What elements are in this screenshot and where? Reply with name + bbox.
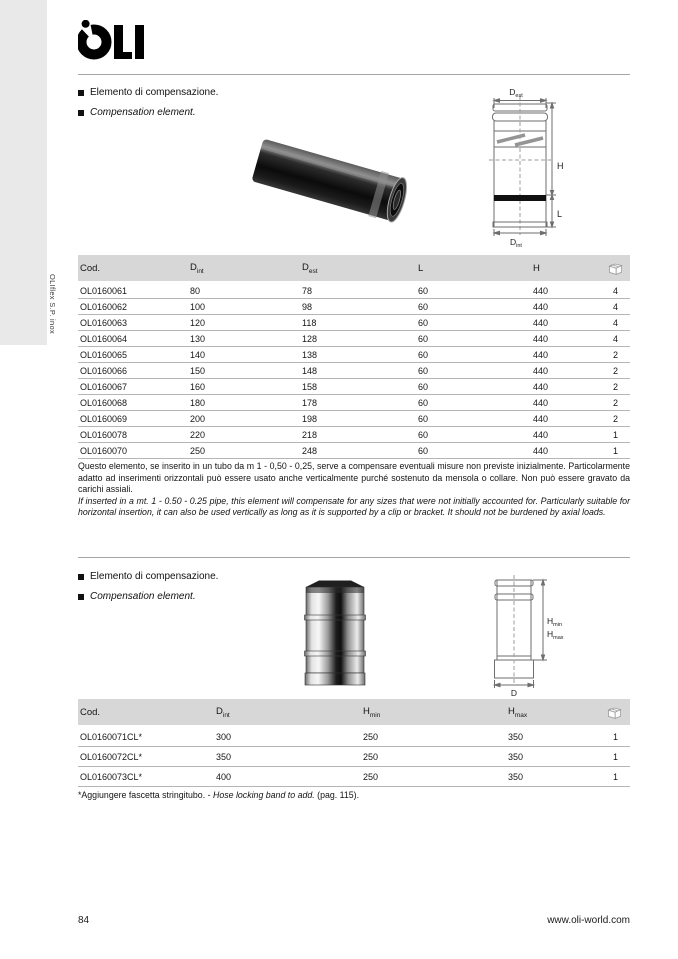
cell-value: 100 [188, 299, 300, 315]
col-header-dint: $D_{int}$ [188, 255, 300, 281]
cell-value: 60 [416, 427, 531, 443]
cell-code: OL0160068 [78, 395, 188, 411]
cell-value: 440 [531, 379, 606, 395]
cell-value: 440 [531, 283, 606, 299]
cell-qty: 2 [606, 347, 630, 363]
table-row [78, 363, 630, 379]
dim-label-hmin: $H_{min}$ [547, 616, 563, 628]
cell-value: 60 [416, 411, 531, 427]
cell-code: OL0160062 [78, 299, 188, 315]
col-header-l: L [416, 255, 531, 281]
cell-code: OL0160066 [78, 363, 188, 379]
cell-code: OL0160061 [78, 283, 188, 299]
cell-value: 250 [361, 767, 506, 787]
dim-label-d: D [510, 688, 518, 698]
col-header-cod: Cod. [78, 699, 214, 725]
square-bullet-icon [78, 574, 84, 580]
table-row [78, 347, 630, 363]
col-header-hmin: $H_{min}$ [361, 699, 506, 725]
dim-label-l: L [557, 209, 563, 219]
footer-page-number: 84 [78, 915, 90, 926]
cell-value: 98 [300, 299, 416, 315]
cell-value: 60 [416, 443, 531, 459]
package-icon [602, 699, 630, 725]
parts-table-2 [78, 699, 630, 787]
section1-description [78, 461, 630, 519]
cell-value: 60 [416, 299, 531, 315]
dim-label-h: H [557, 161, 564, 171]
cell-code: OL0160065 [78, 347, 188, 363]
cell-qty: 1 [606, 443, 630, 459]
dim-label-dint: $D_{int}$ [510, 237, 522, 249]
cell-value: 158 [300, 379, 416, 395]
cell-value: 250 [361, 727, 506, 747]
cell-value: 60 [416, 363, 531, 379]
cell-code: OL0160069 [78, 411, 188, 427]
cell-value: 138 [300, 347, 416, 363]
cell-qty: 1 [606, 427, 630, 443]
table-row [78, 283, 630, 299]
cell-value: 220 [188, 427, 300, 443]
col-header-cod: Cod. [78, 255, 188, 281]
cell-qty: 1 [602, 767, 630, 787]
cell-value: 440 [531, 443, 606, 459]
description-english: If inserted in a mt. 1 - 0.50 - 0.25 pipe, this element will compensate for any sizes that were not initially accounted for. Particularly suitable for horizontal insertion, it can also be used vertically as long as it is supported by a clip or bracket. It should not be burdened by axial loads. [78, 495, 630, 517]
cell-value: 440 [531, 395, 606, 411]
cell-value: 350 [506, 747, 602, 767]
product-photo-cylinder [300, 577, 370, 694]
cell-value: 250 [361, 747, 506, 767]
oli-logo-mark [78, 20, 144, 60]
section2-heading-it: Elemento di compensazione. [90, 571, 219, 582]
cell-value: 60 [416, 379, 531, 395]
dim-label-hmax: $H_{max}$ [547, 629, 564, 641]
product-photo-pipe [250, 123, 412, 250]
package-icon [606, 255, 630, 281]
section2-heading-en: Compensation element. [90, 591, 196, 602]
footnote-italic: Hose locking band to add. [212, 790, 315, 800]
cell-code: OL0160070 [78, 443, 188, 459]
section1-heading-it: Elemento di compensazione. [90, 87, 219, 98]
table-row [78, 395, 630, 411]
cell-value: 60 [416, 331, 531, 347]
table-row [78, 747, 630, 767]
square-bullet-icon [78, 110, 84, 116]
technical-drawing-2 [487, 568, 632, 703]
cell-code: OL0160071CL* [78, 727, 214, 747]
dim-label-dest: $D_{est}$ [509, 87, 523, 99]
cell-value: 140 [188, 347, 300, 363]
cell-value: 120 [188, 315, 300, 331]
col-header-hmax: $H_{max}$ [506, 699, 602, 725]
cell-value: 218 [300, 427, 416, 443]
col-header-dint: $D_{int}$ [214, 699, 361, 725]
cell-value: 150 [188, 363, 300, 379]
cell-value: 350 [214, 747, 361, 767]
table-row [78, 427, 630, 443]
table-row [78, 315, 630, 331]
cell-code: OL0160073CL* [78, 767, 214, 787]
cell-qty: 2 [606, 411, 630, 427]
cell-value: 350 [506, 767, 602, 787]
cell-qty: 2 [606, 379, 630, 395]
cell-code: OL0160078 [78, 427, 188, 443]
cell-value: 60 [416, 283, 531, 299]
section1-heading-en: Compensation element. [90, 107, 196, 118]
cell-qty: 1 [602, 747, 630, 767]
cell-value: 350 [506, 727, 602, 747]
table-row [78, 727, 630, 747]
cell-value: 160 [188, 379, 300, 395]
cell-qty: 2 [606, 363, 630, 379]
cell-value: 300 [214, 727, 361, 747]
technical-drawing-1 [480, 83, 632, 256]
cell-value: 440 [531, 411, 606, 427]
cell-value: 248 [300, 443, 416, 459]
cell-value: 60 [416, 315, 531, 331]
cell-value: 60 [416, 395, 531, 411]
cell-qty: 4 [606, 299, 630, 315]
table2-footnote [78, 790, 630, 800]
cell-code: OL0160072CL* [78, 747, 214, 767]
section2-divider [78, 557, 630, 558]
cell-value: 78 [300, 283, 416, 299]
footnote-prefix: *Aggiungere fascetta stringitubo. - [78, 790, 213, 800]
cell-value: 200 [188, 411, 300, 427]
square-bullet-icon [78, 90, 84, 96]
col-header-h: H [531, 255, 606, 281]
table-row [78, 443, 630, 459]
cell-qty: 4 [606, 283, 630, 299]
cell-qty: 4 [606, 331, 630, 347]
cell-value: 440 [531, 331, 606, 347]
cell-code: OL0160063 [78, 315, 188, 331]
cell-qty: 4 [606, 315, 630, 331]
cell-value: 440 [531, 299, 606, 315]
table-row [78, 331, 630, 347]
cell-value: 180 [188, 395, 300, 411]
sidebar-tab-label: OLIflex S.P. inox [48, 274, 57, 334]
cell-value: 178 [300, 395, 416, 411]
table-row [78, 411, 630, 427]
cell-code: OL0160064 [78, 331, 188, 347]
cell-value: 400 [214, 767, 361, 787]
parts-table-1 [78, 255, 630, 459]
oli-logo [78, 20, 144, 65]
table-row [78, 299, 630, 315]
cell-qty: 1 [602, 727, 630, 747]
cell-value: 130 [188, 331, 300, 347]
cell-value: 198 [300, 411, 416, 427]
cell-code: OL0160067 [78, 379, 188, 395]
cell-value: 250 [188, 443, 300, 459]
cell-value: 440 [531, 427, 606, 443]
cell-value: 440 [531, 347, 606, 363]
cell-qty: 2 [606, 395, 630, 411]
section1-divider [78, 74, 630, 75]
square-bullet-icon [78, 594, 84, 600]
table-row [78, 767, 630, 787]
cell-value: 60 [416, 347, 531, 363]
cell-value: 440 [531, 363, 606, 379]
cell-value: 148 [300, 363, 416, 379]
table-row [78, 379, 630, 395]
cell-value: 128 [300, 331, 416, 347]
col-header-dest: $D_{est}$ [300, 255, 416, 281]
footnote-suffix: (pag. 115). [314, 790, 360, 800]
section1-heading [78, 83, 378, 123]
footer-website: www.oli-world.com [547, 915, 630, 926]
description-italian: Questo elemento, se inserito in un tubo da m 1 - 0,50 - 0,25, serve a compensare eventuali misure non previste inizialmente. Particolarmente adatto ad inserimenti orizzontali può essere usato anche verticalmente purché sostenuto da mensola o collare. Non può essere gravato da carichi assiali. [78, 461, 630, 494]
sidebar-tab [0, 0, 47, 345]
cell-value: 80 [188, 283, 300, 299]
cell-value: 440 [531, 315, 606, 331]
cell-value: 118 [300, 315, 416, 331]
